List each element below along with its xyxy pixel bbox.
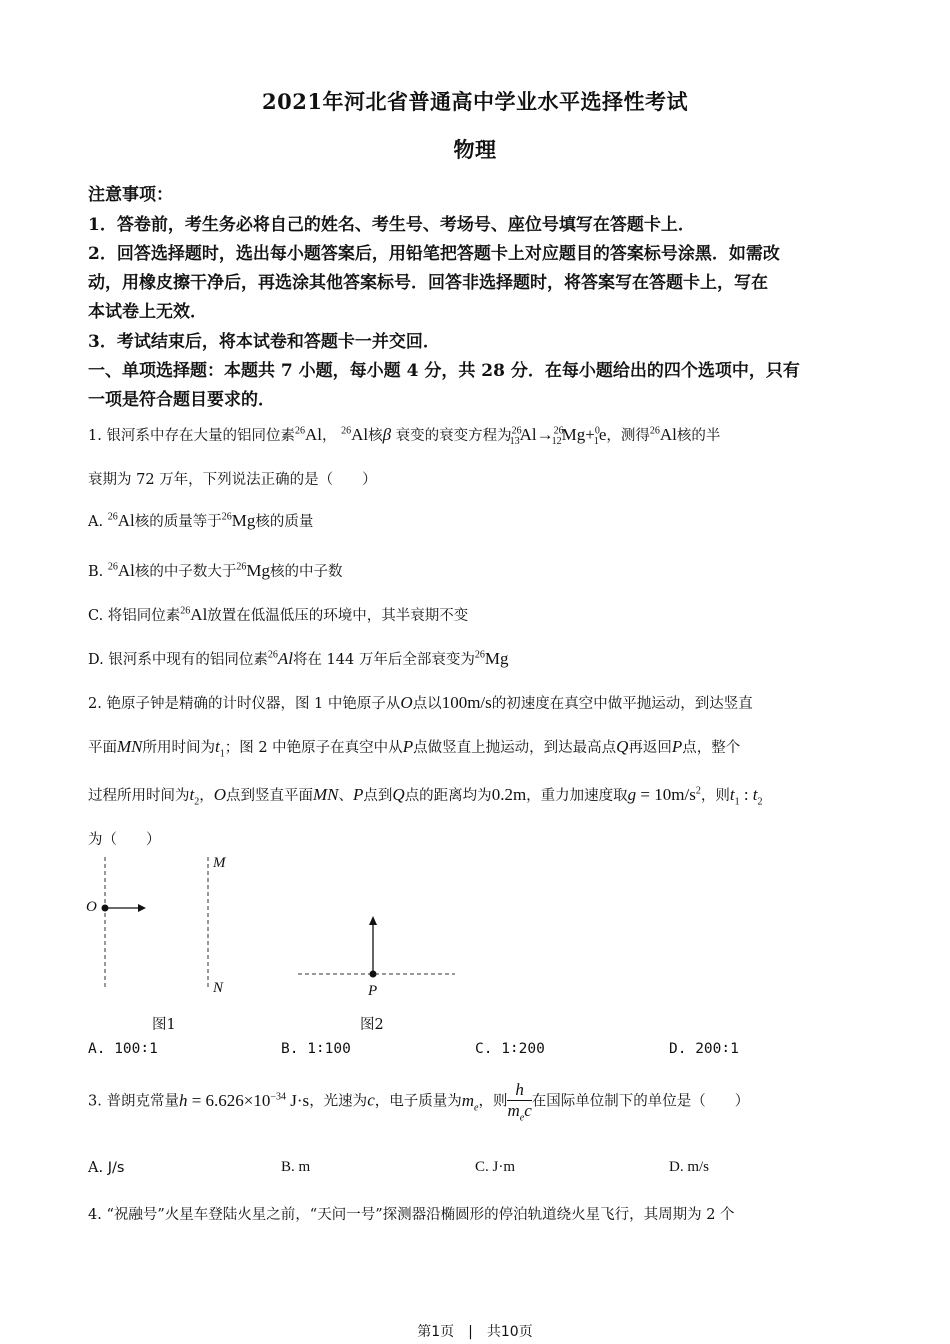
figure-1-caption: 图1 xyxy=(152,1017,176,1033)
q2-number: 2. xyxy=(88,696,102,712)
q1-option-d[interactable]: D. 银河系中现有的铝同位素$^{26}$Al将在 144 万年后全部衰变为$^{26}$Mg xyxy=(88,649,509,668)
q2-option-c[interactable]: C. 1∶200 xyxy=(475,1041,545,1057)
q2-figures xyxy=(80,852,480,1042)
figure-2-caption: 图2 xyxy=(360,1017,384,1033)
label-o: O xyxy=(86,899,97,915)
q2-option-a[interactable]: A. 100∶1 xyxy=(88,1041,158,1057)
fraction-h-over-mec: $\frac{h}{m_ec}$ xyxy=(507,1080,532,1124)
q1-option-b[interactable]: B. $^{26}$Al核的中子数大于$^{26}$Mg核的中子数 xyxy=(88,561,343,580)
decay-equation: $^{26}_{13}$Al→$^{26}_{12}$Mg+$^0_1$e xyxy=(509,425,607,448)
q3-number: 3. xyxy=(88,1093,102,1110)
label-n: N xyxy=(213,980,224,996)
arrow-head-icon xyxy=(138,904,146,912)
q3-option-d[interactable]: D. m/s xyxy=(669,1159,710,1175)
q1-stem-line2: 衰期为 72 万年，下列说法正确的是（ ） xyxy=(88,472,377,488)
note-3: 3．考试结束后，将本试卷和答题卡一并交回． xyxy=(88,332,440,352)
note-2-line2: 动，用橡皮擦干净后，再选涂其他答案标号．回答非选择题时，将答案写在答题卡上，写在 xyxy=(88,273,768,293)
q2-stem-line1: 2. 铯原子钟是精确的计时仪器，图 1 中铯原子从O点以100m/s的初速度在真空中做平抛运动，到达竖直 xyxy=(88,693,753,712)
figure-2 xyxy=(298,916,455,978)
label-p: P xyxy=(368,983,378,999)
label-m: M xyxy=(213,855,226,871)
q1-option-c[interactable]: C. 将铝同位素$^{26}$Al放置在低温低压的环境中，其半衰期不变 xyxy=(88,605,469,624)
subject-title: 物理 xyxy=(453,137,497,162)
note-2-line1: 2．回答选择题时，选出每小题答案后，用铅笔把答题卡上对应题目的答案标号涂黑．如需改 xyxy=(88,244,780,264)
note-1: 1．答卷前，考生务必将自己的姓名、考生号、考场号、座位号填写在答题卡上． xyxy=(88,215,695,235)
arrow-up-icon xyxy=(369,916,377,925)
q2-stem-line2: 平面MN所用时间为$t_1$；图 2 中铯原子在真空中从P点做竖直上抛运动，到达最高点Q再返回P点，整个 xyxy=(88,737,741,760)
q1-stem-line1: 1. 银河系中存在大量的铝同位素$^{26}$Al， $^{26}$Al核β 衰变的衰变方程为$^{26}_{13}$Al→$^{26}_{12}$Mg+$^0_1$e，测得$^{26}$Al核的半 xyxy=(88,425,721,448)
q4-number: 4. xyxy=(88,1207,102,1223)
figure-1 xyxy=(102,857,209,987)
q2-option-d[interactable]: D. 200∶1 xyxy=(669,1041,739,1057)
notes-heading: 注意事项： xyxy=(88,185,173,205)
exam-title: 2021年河北省普通高中学业水平选择性考试 xyxy=(262,89,688,114)
q3-option-c[interactable]: C. J·m xyxy=(475,1159,516,1175)
q3-option-b[interactable]: B. m xyxy=(281,1159,311,1175)
q1-option-a[interactable]: A. $^{26}$Al核的质量等于$^{26}$Mg核的质量 xyxy=(88,511,314,530)
q2-stem-line3: 过程所用时间为$t_2$，O点到竖直平面MN、P点到Q点的距离均为0.2m，重力加速度取$g = 10m/s^2$，则$t_1$ : $t_2$ xyxy=(88,785,763,808)
q4-stem-line1: 4. “祝融号”火星车登陆火星之前，“天问一号”探测器沿椭圆形的停泊轨道绕火星飞行，其周期为 2 个 xyxy=(88,1207,735,1223)
note-2-line3: 本试卷上无效． xyxy=(88,302,207,322)
section1-line2: 一项是符合题目要求的． xyxy=(88,390,275,410)
page-footer: 第1页 | 共10页 xyxy=(417,1324,533,1340)
q3-option-a[interactable]: A. J/s xyxy=(88,1160,125,1176)
q1-number: 1. xyxy=(88,428,102,444)
q2-option-b[interactable]: B. 1∶100 xyxy=(281,1041,351,1057)
section1-line1: 一、单项选择题：本题共 7 小题，每小题 4 分，共 28 分．在每小题给出的四个选项中，只有 xyxy=(88,361,800,381)
q2-stem-line4: 为（ ） xyxy=(88,832,161,848)
q3-stem: 3. 普朗克常量$h = 6.626\times 10^{-34}$ J·s，光速为c，电子质量为$m_e$，则 $\frac{h}{m_ec}$ 在国际单位制下的单位是（ ） xyxy=(88,1080,750,1124)
